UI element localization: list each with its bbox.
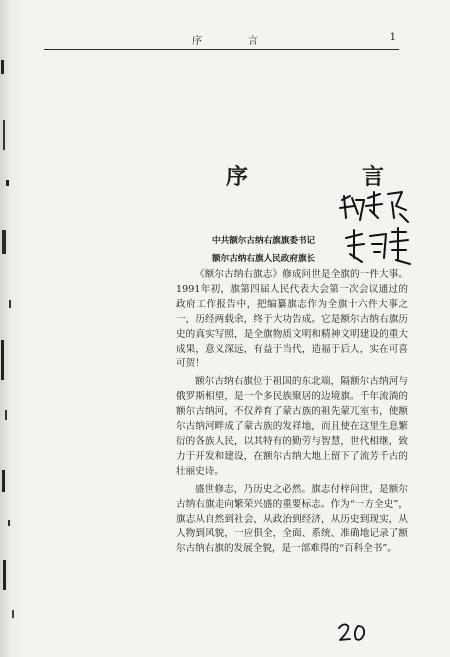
running-header — [44, 30, 404, 46]
author-titles — [212, 232, 315, 268]
author-title: 中共额尔古纳右旗旗委书记 — [212, 236, 316, 246]
header-rule — [44, 49, 399, 50]
running-header-page-number: 1 — [389, 32, 398, 43]
paragraph: 额尔古纳右旗位于祖国的东北端，隔额尔古纳河与俄罗斯相望，是一个多民族聚居的边境旗。千年流淌的额尔古纳河，不仅养育了蒙古族的祖先蒙兀室韦，使额尔古纳河畔成了蒙古族的发祥地，而且使在这里生息繁衍的各族人民，以其特有的勤劳与智慧，世代相继，致力于开发和建设，在额尔古纳大地上留下了流芳千古的壮丽史诗。 — [176, 376, 408, 477]
handwritten-page-number — [336, 620, 370, 644]
paragraph: 盛世修志，乃历史之必然。旗志付梓问世，是额尔古纳右旗走向繁荣兴盛的重要标志。作为“一方全史”，旗志从自然到社会，从政治到经济，从历史到现实，从人物到风貌，一应俱全，全面、系统、准确地记录了额尔古纳右旗的发展全貌，是一部难得的“百科全书”。 — [176, 483, 408, 555]
running-header-title: 序 言 — [192, 36, 276, 47]
paragraph: 《额尔古纳右旗志》修成问世是全旗的一件大事。1991年初，旗第四届人民代表大会第一次会议通过的政府工作报告中，把编纂旗志作为全旗十六件大事之一，历经两载余，终于大功告成。它是额尔古纳右旗历史的真实写照，是全旗物质文明和精神文明建设的重大成果，意义深远，有益于当代，造福于后人，实在可喜可贺！ — [176, 269, 408, 370]
page-title: 序 言 — [226, 164, 431, 190]
scan-noise-marks — [0, 0, 30, 657]
author-title: 额尔古纳右旗人民政府旗长 — [212, 254, 316, 264]
preface-body — [176, 268, 408, 560]
handwritten-signatures — [336, 188, 416, 278]
